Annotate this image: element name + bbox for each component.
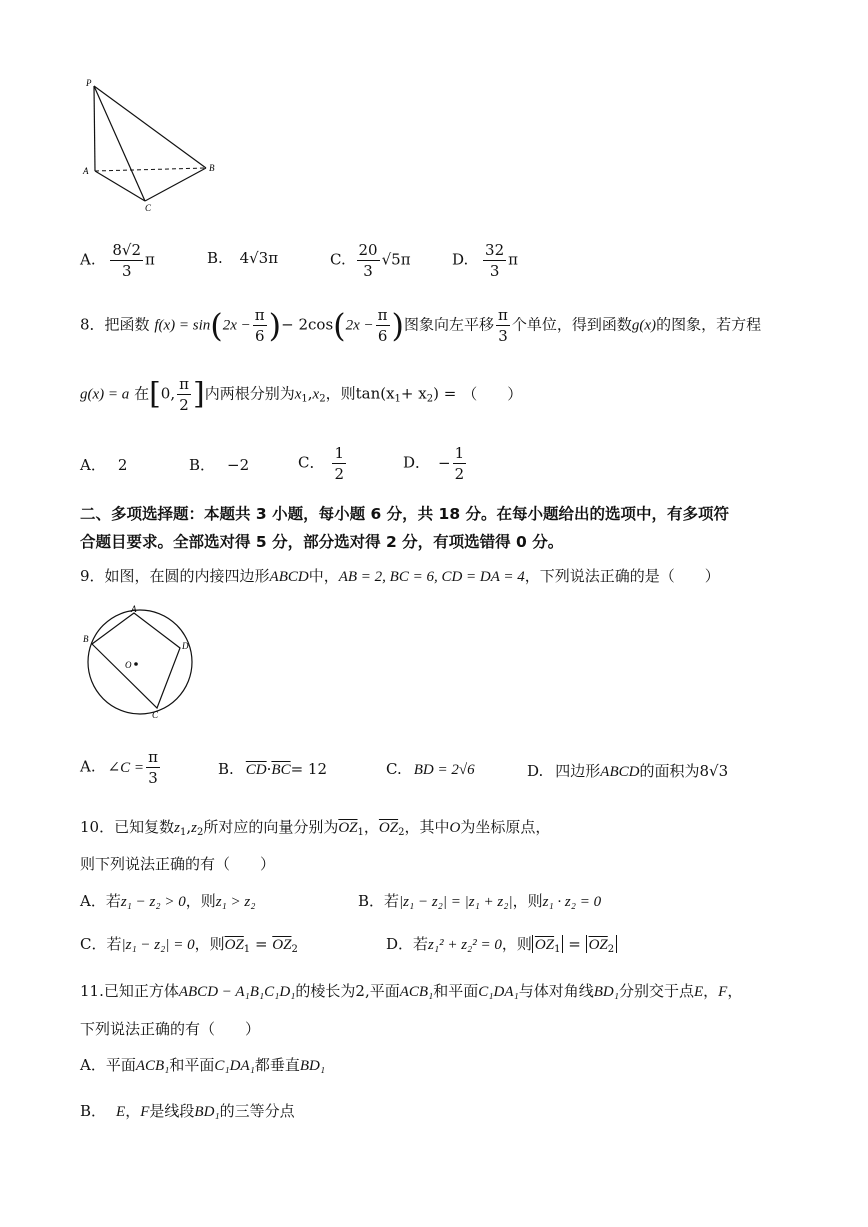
q10-stem-line2: 则下列说法正确的有（ ） [80,855,276,873]
option-text: 四边形 [555,762,601,780]
stem-text: 为坐标原点， [460,818,551,836]
q7-option-c [330,240,411,281]
q8-stem-line2: g(x) = a 在[0, $\frac{\pi}{2}$ ]内两根分别为$x_1,x_2$，则$\tan(x_1+ x_2)$ = （ ） [80,375,523,414]
fraction-denominator: 3 [121,262,132,280]
option-value: ∠C = [107,759,145,776]
stem-text: ，则 [501,935,532,953]
q10-option-b [358,890,601,911]
q10-option-a [80,890,255,911]
q8-option-b [189,454,249,475]
q11-stem-line2: 下列说法正确的有（ ） [80,1020,261,1038]
fraction-numerator: π [377,306,388,324]
stem-text: 的图象，若方程 [656,315,762,334]
option-value: z₁ > z₂ [215,894,256,910]
q8-option-d [403,443,468,484]
fraction-denominator: 3 [498,327,508,345]
expression: − 2cos [281,315,334,334]
vector-oz2: $\overline{OZ}$ [588,937,608,953]
option-text: 都垂直 [254,1056,300,1074]
stem-text: 所对应的向量分别为 [203,818,339,836]
vector-oz2: $\overline{OZ}$ [378,820,399,836]
quadrilateral-name: ABCD [269,569,309,585]
root-x2: x [312,386,320,403]
fraction-denominator: 3 [148,769,158,787]
diagonal-bd1: BD₁ [593,984,619,1000]
q11-stem-line1: 11.已知正方体ABCD − A₁B₁C₁D₁的棱长为2,平面ACB₁和平面C₁DA₁与体对角线BD₁分别交于点E，F， [80,982,743,1000]
fraction-denominator: 6 [254,327,265,345]
fraction-numerator: π [179,375,189,393]
fraction-numerator: 32 [485,241,505,259]
function-g: g(x) [631,317,657,334]
vector-oz1: $\overline{OZ}$ [534,937,555,953]
vertex-label-d: D [182,641,189,651]
separator: ， [125,1102,141,1120]
cube-name: ABCD − A₁B₁C₁D₁ [178,984,296,1000]
stem-text: ，则 [512,892,543,910]
q7-option-d [452,240,518,281]
option-text: 的三等分点 [219,1102,295,1120]
stem-text: 中， [308,567,339,585]
option-value: 4√3π [239,249,279,267]
option-value: = 12 [290,760,328,778]
option-label: D. [527,762,544,780]
diagonal-bd1: BD₁ [194,1104,220,1120]
q9-option-d [527,760,728,781]
option-label: B． [189,456,216,474]
option-label: C． [298,453,325,472]
tan-expression: ) = [433,384,457,403]
option-value: √5π [381,250,411,269]
option-label: B． [80,1102,107,1120]
option-value: −2 [227,456,250,474]
fraction-denominator: 3 [363,262,373,280]
point-f: F [718,984,728,1000]
fraction-numerator: π [498,306,508,324]
point-e: E [693,984,704,1000]
fraction-numerator: π [254,306,265,324]
q10-option-d: D．若z₁² + z₂² = 0，则 $\overline{OZ}_1 = \overline{OZ}_2$ [386,933,617,955]
cyclic-quadrilateral-figure [78,604,208,724]
root-x1: x [294,386,302,403]
q7-option-b [207,249,278,267]
option-label: A. [80,757,96,776]
vector-oz1: $\overline{OZ}$ [338,820,358,836]
vector-oz2: $\overline{OZ}$ [272,937,292,953]
vector-cd: $\overline{CD}$ [245,762,267,778]
sign: − [438,453,451,472]
option-label: D． [403,453,431,472]
plane-c1da1: C₁DA₁ [214,1058,255,1074]
option-label: D．若 [386,935,429,953]
option-text: 的面积为 [639,762,700,780]
vertex-label-a: A [131,604,137,614]
fraction-denominator: 2 [179,396,189,414]
separator: ， [703,982,719,1000]
expression: 2x − [345,317,374,334]
option-value: z₁ · z₂ = 0 [542,894,602,910]
stem-text: 9．如图，在圆的内接四边形 [80,567,270,585]
option-value: π [508,250,518,269]
center-label-o: O [125,660,132,670]
option-value: 2 [117,456,128,474]
option-value: BD = 2√6 [413,762,475,778]
plane-c1da1: C₁DA₁ [478,984,519,1000]
q8-stem-line1: 8．把函数 f(x) = sin(2x − $\frac{\pi}{6}$ )− 2cos(2x − $\frac{\pi}{6}$ )图象向左平移 $\frac{\pi}{3}$ 个单位，得到函数g(x)的图象，若方程 [80,306,762,345]
interval-start: 0, [160,384,176,403]
fraction-denominator: 2 [454,465,465,483]
stem-text: ，则 [185,892,216,910]
fraction-numerator: π [148,748,158,766]
option-label: A． [80,456,106,474]
vector-oz1: $\overline{OZ}$ [224,937,244,953]
option-label: A. [80,250,96,269]
section-heading-line1: 二、多项选择题：本题共 3 小题，每小题 6 分，共 18 分。在每小题给出的选项中，有多项符 [80,505,730,523]
vector-bc: $\overline{BC}$ [271,762,291,778]
stem-text: 的棱长为2,平面 [295,982,400,1000]
dot-operator: · [266,760,272,778]
q10-option-c: C．若|z₁ − z₂| = 0，则$\overline{OZ}_1 = \overline{OZ}_2$ [80,935,298,955]
tetrahedron-figure [78,74,228,214]
stem-text: 个单位，得到函数 [511,315,632,334]
expression: 2x − [222,317,251,334]
option-label: A．平面 [80,1056,136,1074]
q9-option-a [80,747,162,788]
stem-text: ，则 [325,384,356,403]
option-label: A．若 [80,892,121,910]
option-label: C. [330,250,346,269]
fraction-numerator: 1 [334,444,345,462]
q10-stem-line1: 10．已知复数$z_1,z_2$所对应的向量分别为$\overline{OZ}_1$，$\overline{OZ}_2$，其中O为坐标原点， [80,818,551,838]
section-heading-line2: 合题目要求。全部选对得 5 分，部分选对得 2 分，有项选错得 0 分。 [80,533,564,551]
equation: g(x) = a [80,386,130,403]
stem-text: 在 [134,384,150,403]
q7-option-a [80,240,155,281]
tan-expression: + x [400,384,427,403]
stem-text: 11.已知正方体 [80,982,179,1000]
separator: , [307,384,313,403]
complex-z2: z [191,820,197,836]
point-f: F [140,1104,150,1120]
q9-option-c [386,760,475,779]
question-number: 8．把函数 [80,315,150,334]
q11-option-b [80,1100,295,1121]
point-e: E [116,1104,126,1120]
condition: AB = 2, BC = 6, CD = DA = 4 [338,569,525,585]
vertex-label-p: P [86,78,92,88]
quadrilateral-name: ABCD [600,764,640,780]
fraction-numerator: 20 [358,241,378,259]
vertex-label-a: A [83,166,89,176]
option-label: B. [218,760,234,778]
plane-acb1: ACB₁ [135,1058,170,1074]
tan-expression: tan(x [355,384,395,403]
option-label: B．若 [358,892,400,910]
option-label: B. [207,249,223,267]
fraction-denominator: 3 [489,262,500,280]
q8-option-c [298,443,348,484]
q9-option-b [218,760,327,779]
stem-text: ，下列说法正确的是（ ） [524,567,720,585]
plane-acb1: ACB₁ [399,984,434,1000]
origin-o: O [449,820,461,836]
q9-stem [80,565,720,586]
stem-text: 图象向左平移 [404,315,495,334]
option-text: 和平面 [169,1056,215,1074]
stem-text: ，其中 [404,818,450,836]
condition: |z₁ − z₂| = 0 [121,937,195,953]
option-value: 8√3 [699,762,729,780]
answer-blank: （ ） [462,384,523,403]
q11-option-a [80,1054,325,1075]
stem-text: 和平面 [433,982,479,1000]
complex-z1: z [174,820,180,836]
diagonal-bd1: BD₁ [299,1058,326,1074]
vertex-label-b: B [83,634,89,644]
fraction-denominator: 2 [334,465,345,483]
fraction-numerator: 1 [454,444,465,462]
vertex-label-c: C [145,203,152,213]
vertex-label-b: B [209,163,215,173]
function-f: f(x) = sin [154,317,211,334]
condition: |z₁ − z₂| = |z₁ + z₂| [399,894,513,910]
stem-text: 内两根分别为 [204,384,295,403]
option-label: C．若 [80,935,122,953]
option-label: C. [386,760,402,778]
option-value: π [145,250,155,269]
condition: z₁ − z₂ > 0 [120,894,186,910]
stem-text: 与体对角线 [518,982,594,1000]
stem-text: 10．已知复数 [80,818,175,836]
option-text: 是线段 [149,1102,195,1120]
stem-text: 分别交于点 [618,982,694,1000]
fraction-numerator: 8√2 [112,241,142,259]
fraction-denominator: 6 [377,327,388,345]
stem-text: ，则 [194,935,225,953]
condition: z₁² + z₂² = 0 [428,937,502,953]
option-label: D. [452,250,469,269]
vertex-label-c: C [152,710,159,720]
q8-option-a [80,454,127,475]
